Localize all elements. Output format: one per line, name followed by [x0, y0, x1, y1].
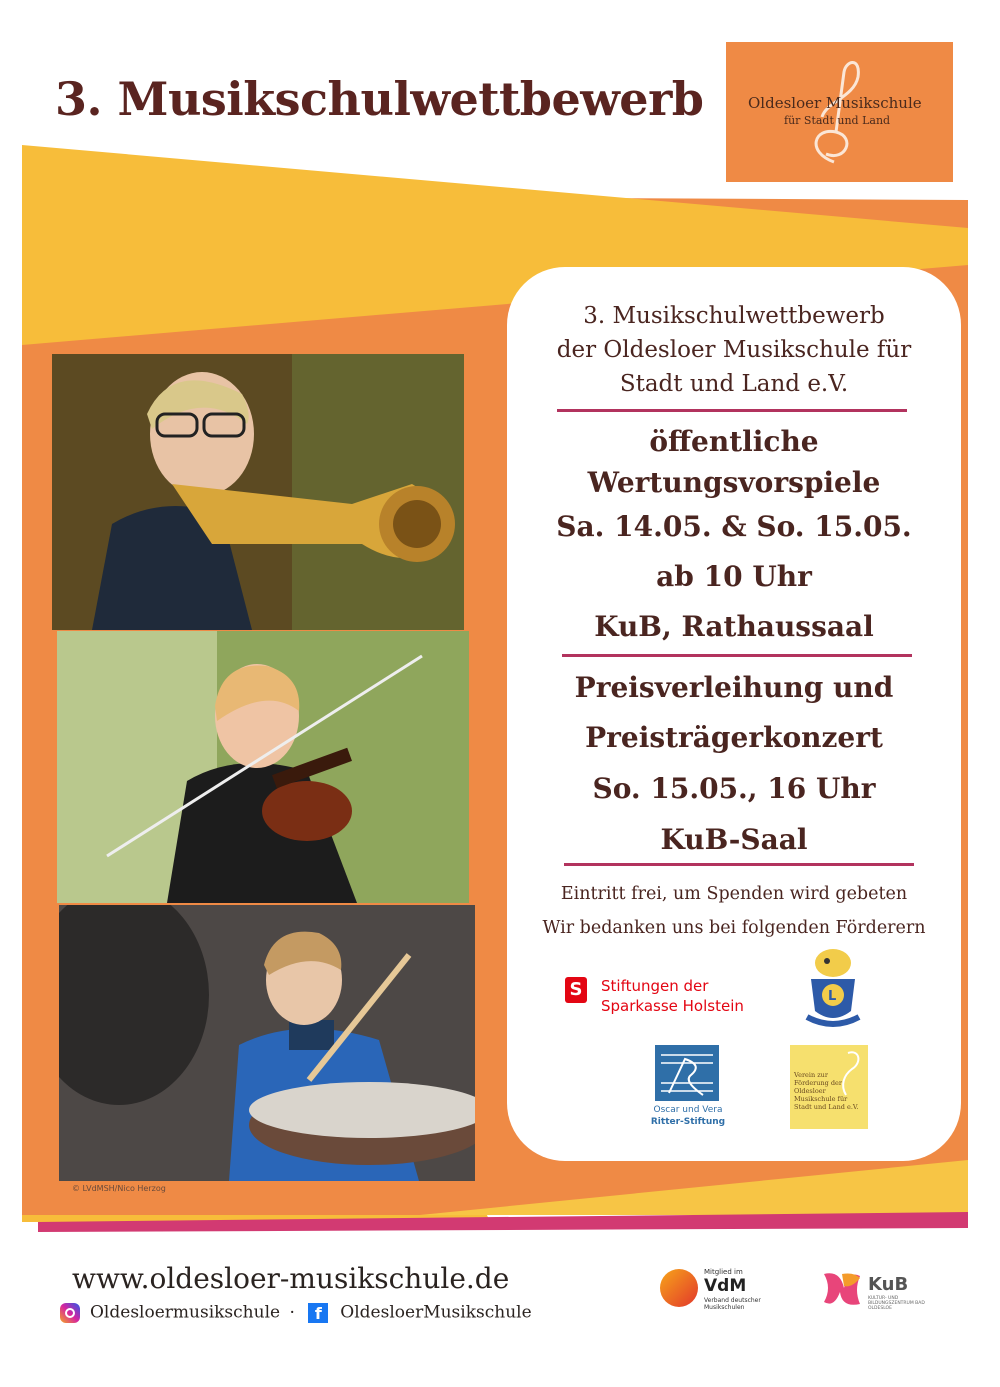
verein-text: Verein zur Förderung der Oldesloer Musikschule für Stadt und Land e.V.: [794, 1071, 859, 1111]
divider-3: [564, 863, 914, 866]
section2-line-3: So. 15.05., 16 Uhr: [592, 772, 876, 805]
lions-emblem-icon: [797, 945, 869, 1033]
vdm-subtitle: Verband deutscher Musikschulen: [704, 1297, 761, 1311]
section2-line-4: KuB-Saal: [660, 823, 808, 856]
kub-name: KuB: [868, 1274, 909, 1295]
school-logo: [726, 42, 953, 182]
section1-line-1: öffentliche: [649, 425, 819, 458]
sparkasse-icon: S: [565, 977, 587, 1003]
intro-line-2: der Oldesloer Musikschule für: [556, 337, 912, 363]
ritter-line1: Oscar und Vera: [653, 1105, 723, 1115]
section1-line-5: KuB, Rathaussaal: [594, 610, 874, 643]
section2-line-1: Preisverleihung und: [574, 671, 894, 704]
svg-text:L: L: [828, 989, 837, 1004]
divider-1: [557, 409, 907, 412]
vdm-icon: [660, 1269, 698, 1307]
kub-icon: [820, 1268, 864, 1310]
violin-player-photo: [57, 631, 469, 903]
page-title: 3. Musikschulwettbewerb: [55, 72, 704, 126]
sparkasse-line2: Sparkasse Holstein: [601, 997, 744, 1015]
ritter-stiftung-logo: [650, 1045, 726, 1135]
divider-2: [562, 654, 912, 657]
facebook-icon[interactable]: f: [308, 1303, 328, 1323]
foerderverein-logo: [790, 1045, 868, 1129]
violin-illustration: [57, 631, 469, 903]
sparkasse-line1: Stiftungen der: [601, 977, 709, 995]
facebook-handle[interactable]: OldesloerMusikschule: [340, 1302, 532, 1323]
note-thanks: Wir bedanken uns bei folgenden Förderern: [542, 918, 926, 938]
drums-illustration: [59, 905, 475, 1181]
section1-line-4: ab 10 Uhr: [656, 560, 812, 593]
kub-logo: [820, 1268, 930, 1310]
separator: ·: [289, 1302, 295, 1323]
section2-line-2: Preisträgerkonzert: [585, 721, 883, 754]
info-card: [507, 267, 961, 1161]
instagram-icon[interactable]: [60, 1303, 80, 1323]
vdm-name: VdM: [704, 1276, 747, 1296]
drummer-photo: [59, 905, 475, 1181]
kub-subtitle: KULTUR- UND BILDUNGSZENTRUM BAD OLDESLOE: [868, 1296, 925, 1311]
photo-credit: © LVdMSH/Nico Herzog: [72, 1184, 166, 1193]
ritter-line2: Ritter-Stiftung: [650, 1117, 726, 1127]
trumpet-illustration: [52, 354, 464, 630]
vdm-member-label: Mitglied im: [704, 1268, 743, 1276]
intro-line-1: 3. Musikschulwettbewerb: [583, 303, 885, 329]
trumpet-player-photo: [52, 354, 464, 630]
logo-line2: für Stadt und Land: [784, 114, 891, 127]
treble-clef-icon: [726, 42, 953, 182]
instagram-handle[interactable]: Oldesloermusikschule: [90, 1302, 281, 1323]
section1-line-2: Wertungsvorspiele: [587, 466, 881, 499]
social-links: [60, 1302, 532, 1326]
logo-line1: Oldesloer Musikschule: [748, 94, 922, 112]
ritter-emblem-icon: [655, 1045, 719, 1101]
section1-line-3: Sa. 14.05. & So. 15.05.: [556, 510, 912, 543]
note-admission: Eintritt frei, um Spenden wird gebeten: [560, 884, 908, 904]
vdm-logo: [660, 1266, 780, 1312]
website-url[interactable]: www.oldesloer-musikschule.de: [72, 1262, 510, 1295]
sparkasse-logo: [565, 975, 765, 1025]
lions-club-logo: [797, 945, 869, 1033]
intro-line-3: Stadt und Land e.V.: [619, 371, 849, 397]
